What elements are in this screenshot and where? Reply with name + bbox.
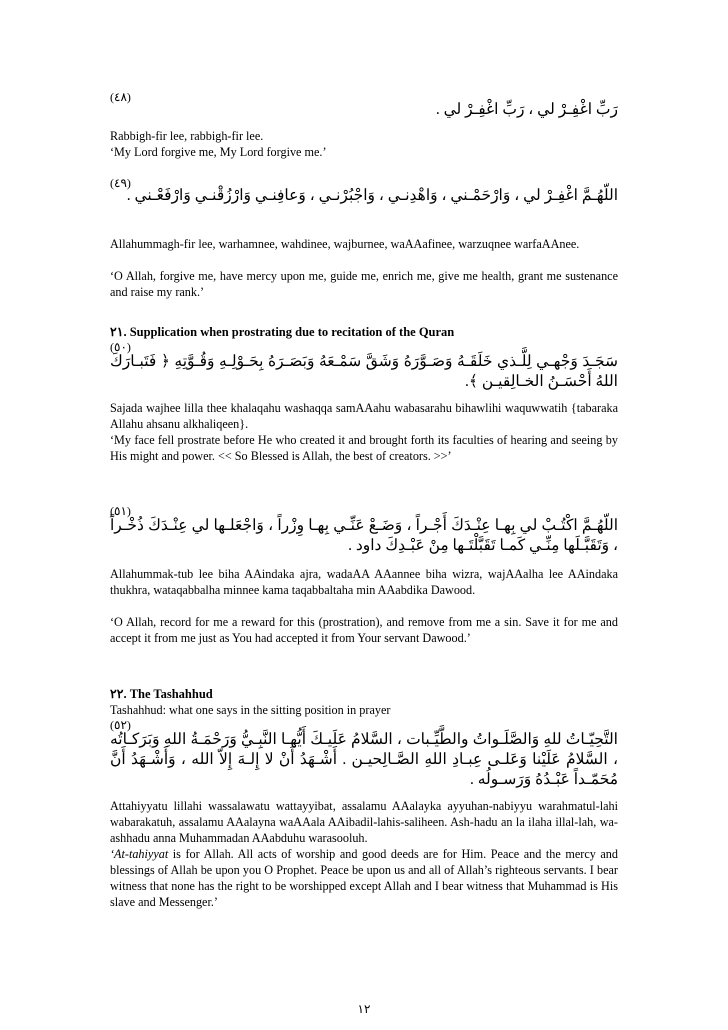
supplication-51-number: (٥١) (110, 504, 131, 518)
supplication-49-arabic: اللّهُـمَّ اغْفِـرْ لي ، وَارْحَمْـني ، وَاهْدِنـي ، وَاجْبُرْنـي ، وَعافِنـي وَارْزُقْنـي وَارْفَعْـني . (126, 187, 618, 204)
supplication-48-translation: ‘My Lord forgive me, My Lord forgive me.’ (110, 145, 327, 159)
supplication-50-translation: ‘My face fell prostrate before He who created it and brought forth its faculties of hearing and seeing by His might and power. << So Blessed is Allah, the best of creators. >>’ (110, 433, 618, 463)
supplication-48-transliteration: Rabbigh-fir lee, rabbigh-fir lee. (110, 129, 264, 143)
supplication-49-translation: ‘O Allah, forgive me, have mercy upon me, guide me, enrich me, give me health, grant me sustenance and raise my rank.’ (110, 269, 618, 299)
supplication-51-transliteration: Allahummak-tub lee biha AAindaka ajra, wadaAA AAannee biha wizra, wajAAalha lee AAindaka thukhra, wataqabbalha minnee kama taqabbaltaha min AAabdika Dawood. (110, 567, 618, 597)
section-22-title: The Tashahhud (129, 687, 213, 701)
tashahhud-translation-text: is for Allah. All acts of worship and good deeds are for Him. Peace and the mercy and blessings of Allah be upon you O Prophet. Peace be upon us and all of Allah’s righteous servants. I bear witness that none has the right to be worshipped except Allah and I bear witness that Muhammad is His slave and Messenger.’ (110, 847, 618, 909)
tashahhud-term: ‘At-tahiyyat (110, 847, 169, 861)
supplication-51-translation: ‘O Allah, record for me a reward for this (prostration), and remove from me a sin. Save it for me and accept it from me just as You had accepted it from Your servant Dawood.’ (110, 615, 618, 645)
supplication-49-transliteration: Allahummagh-fir lee, warhamnee, wahdinee, wajburnee, waAAafinee, warzuqnee warfaAAnee. (110, 237, 580, 251)
section-22-subtitle: Tashahhud: what one says in the sitting position in prayer (110, 703, 391, 717)
supplication-49-number: (٤٩) (110, 176, 131, 190)
supplication-52-transliteration: Attahiyyatu lillahi wassalawatu wattayyibat, assalamu AAalayka ayyuhan-nabiyyu warahmatul-lahi wabarakatuh, assalamu AAalayna waAAala AAibadil-lahis-saliheen. Ash-hadu an la ilaha illal-lah, wa-ashhadu anna Muhammadan AAabduhu warasooluh. (110, 799, 618, 845)
section-22-number: ٢٢. (110, 687, 127, 701)
supplication-50-arabic: سَجَـدَ وَجْهـي لِلَّـذي خَلَقَـهُ وَصَـوَّرَهُ وَشَقَّ سَمْـعَهُ وَبَصَـرَهُ بِحَـوْلِـهِ وَقُـوَّتِهِ ﴿ فَتَبـارَكَ اللهُ أَحْسَـنُ الخـالِقيـن ﴾. (110, 353, 619, 390)
supplication-48-arabic: رَبِّ اغْفِـرْ لي ، رَبِّ اغْفِـرْ لي . (435, 101, 618, 118)
section-21-title: Supplication when prostrating due to recitation of the Quran (129, 325, 455, 339)
section-22-heading (110, 686, 618, 702)
section-21-number: ٢١. (110, 325, 127, 339)
supplication-50-number: (٥٠) (110, 340, 131, 354)
supplication-51-arabic: اللّهُـمَّ اكْتُـبْ لي بِهـا عِنْـدَكَ أَجْـراً ، وَضَـعْ عَنِّـي بِهـا وِزْراً ، وَاجْعَلـها لي عِنْـدَكَ ذُخْـراً ، وَتَقَبَّـلَها مِنِّـي كَمـا تَقَبَّلْتَـها مِنْ عَبْـدِكَ داود . (110, 517, 618, 554)
supplication-52-translation (110, 846, 618, 910)
supplication-50-transliteration: Sajada wajhee lilla thee khalaqahu washaqqa samAAahu wabasarahu bihawlihi waquwwatih {tabaraka Allahu ahsanu alkhaliqeen}. (110, 401, 618, 431)
page-number: ١٢ (357, 1002, 371, 1016)
section-21-heading (110, 324, 618, 340)
supplication-52-arabic: التَّحِيّـاتُ للهِ وَالصَّلَـواتُ والطَّيِّـبات ، السَّلامُ عَلَيـكَ أَيُّهـا النَّبِـيُّ وَرَحْمَـةُ اللهِ وَبَرَكـاتُه ، السَّلامُ عَلَيْنا وَعَلـى عِبـادِ اللهِ الصَّـالِحيـن . أَشْـهَدُ أَنْ لا إِلـهَ إِلاّ الله ، وَأَشْـهَدُ أَنَّ مُحَمّـداً عَبْـدُهُ وَرَسـولُه . (110, 731, 618, 788)
supplication-48-number: (٤٨) (110, 90, 131, 104)
supplication-52-number: (٥٢) (110, 718, 131, 732)
